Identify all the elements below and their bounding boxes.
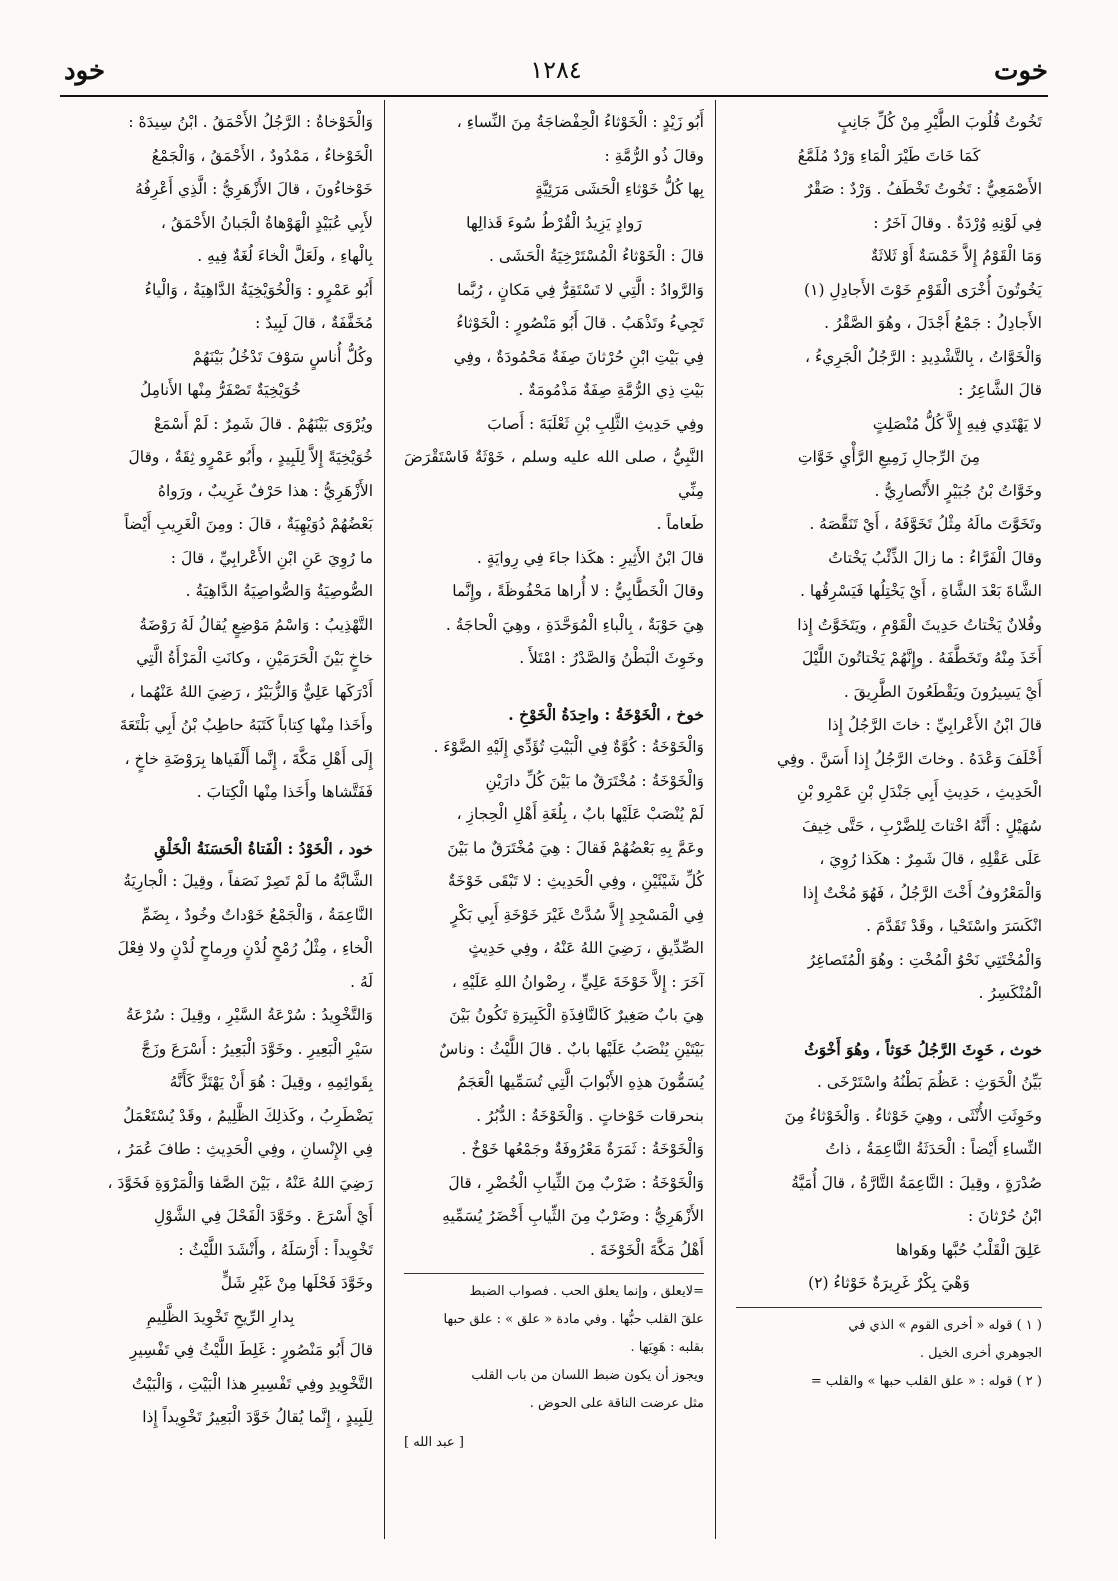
text-line: وخَوِثَ الْبَطْنُ وَالصَّدْرُ : امْتَلأَ . [519,649,704,667]
text-line: رَضِيَ اللهُ عَنْهُ ، بَيْنَ الصَّفا وَالْمَرْوَةِ فَخَوَّدَ ، [107,1173,373,1192]
text-line: وَالتَّخْوِيدُ : سُرْعَةُ السَّيْرِ ، وقِيلَ : سُرْعَةُ [125,1006,373,1024]
text-line: بنحرقات خَوْخاتٍ . وَالْخَوْخَةُ : الدُّبُرُ . [476,1106,704,1125]
text-line: خود ، الْخَوْدُ : الْفَتاةُ الْحَسَنَةُ الْخَلْقِ [154,838,373,858]
editor-signature: [ عبد الله ] [404,1435,464,1450]
text-line: وَمَا الْقَوْمُ إِلاَّ خَمْسَةٌ أَوْ ثَلاثَةٌ [870,247,1042,265]
page-number: ١٢٨٤ [530,56,582,84]
text-line: وخَوَّاتُ بْنُ جُبَيْرٍ الأَنْصارِيُّ . [874,481,1042,500]
entry-khwd [68,832,373,1435]
text-line: إِلَى أَهْلِ مَكَّةَ ، إِنَّما أَلْفَياها بِرَوْضَةِ خاخٍ ، [124,749,373,768]
text-line: تَخُوتُ قُلُوبَ الطَّيْرِ مِنْ كُلِّ جَانِبٍ [837,113,1042,131]
text-line: الْخاءِ ، مِثْلُ رُمْحٍ لُدْنٍ ورِماحٍ لُدْنٍ ولا فِعْلَ [117,939,373,957]
text-line: النَّاعِمَةُ ، وَالْجَمْعُ خَوْداتٌ وخُودٌ ، بِضَمِّ [141,905,373,924]
text-line: لأَبِي عُبَيْدٍ الْهَوْهاةُ الْجَبانُ الأَحْمَقُ ، [160,213,373,232]
text-line: آخَرَ : إِلاَّ خَوْخَةَ عَلِيٍّ ، رِضْوانُ اللهِ عَلَيْهِ ، [451,972,704,991]
text-line: الْحَدِيثِ ، حَدِيثِ أَبِي جَنْدَلِ بْنِ عَمْرِو بْنِ [796,783,1042,801]
text-line: وعَمَّ بِهِ بَعْضُهُمْ فَقالَ : هِيَ مُخْتَرَقٌ ما بَيْنَ [447,838,704,857]
text-line: خاخٍ بَيْنَ الْحَرَمَيْنِ ، وكانَتِ الْمَرْأَةُ الَّتِي [136,649,373,667]
text-line: سَيْرِ الْبَعِيرِ . وخَوَّدَ الْبَعِيرُ : أَسْرَعَ وزَجَّ [141,1039,373,1058]
text-line: قالَ : الْخَوْثاءُ الْمُسْتَرْخِيَةُ الْحَشَى . [489,247,704,265]
text-line: الصِّدِّيقِ ، رَضِيَ اللهُ عَنْهُ ، وفِي حَدِيثٍ [468,939,704,957]
text-line: قالَ ابْنُ الأَعْرابِيِّ : خاتَ الرَّجُلُ إِذا [827,716,1042,734]
text-line: أَدْرَكَها عَلِيٌّ وَالزُّبَيْرُ ، رَضِيَ اللهُ عَنْهُما ، [129,682,373,701]
text-line: كَمَا خَاتَ طَيْرَ الْمَاءِ وَرْدٌ مُلَمَّعُ [797,146,981,165]
text-line: تَجِيءُ وتَذْهَبُ . قالَ أَبُو مَنْصُورٍ : الْخَوْثاءُ [456,314,704,332]
text-line: رَوادٍ يَزِيدُ الْقُرْطُ سُوءَ قَذالِها [466,213,642,232]
footnotes-continued [404,1273,704,1418]
text-line: أَهْلُ مَكَّةَ الْخَوْخَةَ . [589,1240,704,1259]
text-line: صُدْرَةٍ ، وقِيلَ : النَّاعِمَةُ التَّارَّةُ ، قالَ أُمَيَّةُ [791,1173,1042,1192]
column-middle [404,106,704,1460]
text-line: ما رُوِيَ عَنِ ابْنِ الأَعْرابِيِّ ، قالَ : [170,548,373,567]
text-line: وَالْخَوْخَةُ : مُخْتَرَقٌ ما بَيْنَ كُلِّ دارَيْنِ [485,771,704,790]
text-line: الْمُنْكَسِرُ . [978,984,1042,1002]
text-line: خوخ ، الْخَوْخَةُ : واحِدَةُ الْخَوْخِ . [508,704,704,724]
text-line: تَخْوِيداً : أَرْسَلَهُ ، وأَنْشَدَ اللَّيْثُ : [178,1240,373,1259]
text-line: عَلِقَ الْقَلْبُ حُبَّها وهَواها [895,1240,1042,1259]
text-line: أَيْ أَسْرَعَ . وخَوَّدَ الْفَحْلَ فِي الشَّوْلِ [153,1207,373,1225]
text-line: بَعْضُهُمْ دُوَيْهِيَةٌ ، قالَ : ومِنَ الْغَرِيبِ أَيْضاً [124,515,373,533]
text-line: أَخْلَفَ وَعْدَهُ . وخاتَ الرَّجُلُ إِذا أَسَنَّ . وفِي [776,749,1042,768]
text-line: بِدارِ الرِّيحِ تَخْوِيدَ الظَّلِيمِ [146,1307,295,1326]
footnote-line: ( ٢ ) قوله : « علق القلب حبها » والقلب = [810,1373,1042,1389]
text-line: بِها كُلُّ خَوْثاءِ الْحَشَى مَرَئِيَّةٍ [535,180,704,198]
text-line: خوث ، خَوِثَ الرَّجُلُ خَوَثاً ، وهُوَ أَخْوَثُ [804,1039,1042,1059]
text-line: لَهُ . [350,972,373,991]
text-line: وفُلانٌ يَخْتاتُ حَدِيثَ الْقَوْمِ ، ويَتَخَوَّتُ إِذا [797,615,1042,634]
text-line: وخَوَّدَ فَحْلَها مِنْ غَيْرِ شَلٍّ [220,1274,373,1292]
text-line: وقالَ ذُو الرُّمَّةِ : [604,146,704,165]
text-line: يُسَمُّونَ هذِهِ الأَبْوابَ الَّتِي تُسَمِّيها الْعَجَمُ [456,1073,704,1091]
footnote-line: بقلبه : هَوِيَها . [630,1340,704,1355]
text-line: كُلِّ شَيْئَيْنِ ، وفِي الْحَدِيثِ : لا تَبْقَى خَوْخَةٌ [447,872,704,890]
text-line: وَهْيَ بِكْرٌ غَرِيرَةٌ خَوْثاءُ (٢) [808,1274,970,1292]
column-left-text [68,106,373,810]
text-line: وفِي حَدِيثِ الثَّلِبِ بْنِ ثَعْلَبَةَ : أَصابَ [487,414,704,433]
text-line: بَيِّنُ الْخَوَثِ : عَظُمَ بَطْنُهُ واسْتَرْخَى . [817,1073,1042,1091]
column-right [736,106,1042,1396]
text-line: قالَ ابْنُ الأَثِيرِ : هكَذا جاءَ فِي رِوايَةٍ . [476,548,704,567]
text-line: وَالْخَوْخاةُ : الرَّجُلُ الأَحْمَقُ . ابْنُ سِيدَهْ : [128,113,373,131]
text-line: الْخَوْخاءُ ، مَمْدُودٌ ، الأَحْمَقُ ، وَالْجَمْعُ [151,146,373,165]
text-line: فِي الْمَسْجِدِ إِلاَّ سُدَّتْ غَيْرَ خَوْخَةِ أَبِي بَكْرٍ [450,905,704,924]
text-line: فِي الإِنْسانِ ، وفِي الْحَدِيثِ : طافَ عُمَرُ ، [116,1140,373,1158]
text-line: وكُلُّ أُناسٍ سَوْفَ تَدْخُلُ بَيْنَهُمْ [192,347,373,366]
text-line: أَيْ يَسِيرُونَ ويَقْطَعُونَ الطَّرِيقَ . [843,682,1042,701]
text-line: الأَصْمَعِيُّ : تَخُوتُ تَخْطَفُ . وَرْدٌ : صَقْرٌ [805,180,1042,198]
header-rule [60,95,1048,97]
text-line: وَالْخَوْخَةُ : ثَمَرَةٌ مَعْرُوفَةٌ وجَمْعُها خَوْخٌ . [461,1140,704,1158]
text-line: أَبُو عَمْرٍو : وَالْخُوَيْخِيَةُ الدَّاهِيَةُ ، وَالْياءُ [144,280,373,299]
column-divider [715,100,716,1539]
text-line: الأَزْهَرِيُّ : هذا حَرْفٌ غَرِيبٌ ، ورَواهُ [157,481,373,500]
text-line: هِيَ حَوْبَةٌ ، بِالْباءِ الْمُوَحَّدَةِ ، وهِيَ الْحاجَةُ . [445,615,704,634]
text-line: وخَوِثَتِ الأُنْثَى ، وهِيَ خَوْثاءُ . وَالْخَوْثاءُ مِنَ [784,1106,1042,1125]
text-line: التَّهْذِيبُ : وَاسْمُ مَوْضِعٍ يُقالُ لَهُ رَوْضَةُ [139,615,373,634]
text-line: لا يَهْتَدِي فِيهِ إِلاَّ كُلُّ مُنْصَلِتٍ [872,414,1042,433]
footnote-line: علقَ القلب حبُّها . وفي مادة « علق » : علق حبها [443,1312,704,1327]
footnote-line: الجوهري أخرى الخيل . [919,1345,1042,1361]
text-line: وَالرَّوادُ : الَّتِي لا تَسْتَقِرُّ فِي مَكانٍ ، رُبَّما [457,280,704,299]
text-line: وَالْمُخْتَتِي نَحْوُ الْمُخْتِ : وهُوَ الْمُتَصاغِرُ [807,950,1042,969]
text-line: سُهَيْلٍ : أَنَّهُ اخْتاتَ لِلضَّرْبِ ، حَتَّى خِيفَ [802,816,1042,835]
text-line: وَالْمَعْرُوفُ أَخْتَ الرَّجُلُ ، فَهُوَ مُخْتٌ إِذا [802,883,1042,902]
text-line: فَفَتَّشاها وأَخَذا مِنْها الْكِتابَ . [196,783,373,801]
column-divider [384,100,385,1539]
footnote-line: ( ١ ) قوله « أخرى القوم » الذي في [848,1317,1042,1333]
text-line: بَيْتِ ذِي الرُّمَّةِ صِفَةٌ مَذْمُومَةٌ . [518,381,704,399]
text-line: وَالْخَوْخَةُ : ضَرْبٌ مِنَ الثِّيابِ الْخُضْرِ ، قالَ [448,1173,704,1192]
text-line: وأَخَذا مِنْها كِتاباً كَتَبَهُ حاطِبُ بْنُ أَبِي بَلْتَعَةَ [119,716,373,734]
entry-khwkh [404,698,704,1268]
footnote-line: مثل عرضت الناقة على الحوض . [529,1396,704,1411]
text-line: التَّخْوِيدِ وفِي تَفْسِيرِ هذا الْبَيْتِ ، وَالْبَيْتُ [131,1374,373,1393]
page-header [64,56,1048,94]
text-line: مُخَفَّفَةٌ ، قالَ لَبِيدٌ : [255,314,373,332]
text-line: وتَخَوَّتَ مالَهُ مِثْلُ تَخَوَّفَهُ ، أَيْ تَنَقَّصَهُ . [809,515,1042,533]
text-line: فِي لَوْنِهِ وُرْدَةٌ . وقالَ آخَرُ : [873,213,1042,232]
text-line: خُوَيْخِيَةً إِلاَّ لِلَبِيدٍ ، وأَبُو عَمْرٍو ثِقَةٌ ، وقالَ [128,448,373,466]
text-line: أَبُو زَيْدٍ : الْخَوْثاءُ الْحِفْضاجَةُ مِنَ النِّساءِ ، [456,113,704,131]
text-line: مِنَ الرِّجالِ زَمِيعِ الرَّأْيِ خَوَّاتِ [797,448,981,466]
footnote-line: ويجوز أن يكون ضبط اللسان من باب القلب [471,1368,704,1383]
text-line: وَالْخَوَّاتُ ، بِالتَّشْدِيدِ : الرَّجُلُ الْجَرِيءُ ، [805,347,1042,366]
text-line: فِي بَيْتِ ابْنِ حُرْثانَ صِفَةٌ مَحْمُودَةٌ ، وفِي [453,347,704,366]
column-middle-text [404,106,704,676]
text-line: الشَّابَّةُ ما لَمْ تَصِرْ نَصَفاً ، وقِيلَ : الْجارِيَةُ [123,872,373,890]
text-line: وقالَ الْخَطَّابِيُّ : لا أُراها مَحْفُوظَةً ، وإِنَّما [452,582,704,600]
text-line: قالَ الشَّاعِرُ : [958,381,1042,399]
text-line: أَخَذَ مِنْهُ وتَخَطَّفَهُ . وإِنَّهُمْ يَخْتاتُونَ اللَّيْلَ [801,649,1042,667]
text-line: الصُّوصِيَةُ وَالصُّواصِيَةُ الدَّاهِيَةُ . [185,582,373,600]
text-line: يَضْطَرِبُ ، وكَذلِكَ الظَّلِيمُ ، وقَدْ يُسْتَعْمَلُ [123,1106,373,1125]
text-line: الأَزْهَرِيُّ : وضَرْبٌ مِنَ الثِّيابِ أَخْضَرُ يُسَمِّيهِ [442,1207,704,1225]
text-line: يَخُوتُونَ أُخْرَى الْقَوْمِ خَوْتَ الأَجادِلِ (١) [804,280,1042,299]
text-line: بِالْهاءِ ، ولَعَلَّ الْخاءَ لُغَةٌ فِيهِ . [197,247,373,265]
text-line: خَوْخاءُونَ ، قالَ الأَزْهَرِيُّ : الَّذِي أَعْرِفُهُ [135,180,373,198]
text-line: الأَجادِلُ : جَمْعُ أَجْدَلَ ، وهُوَ الصَّقْرُ . [824,314,1042,332]
entry-khwth [736,1033,1042,1301]
text-line: النَّبِيُّ ، صلى الله عليه وسلم ، خَوْثَةٌ فَاسْتَقْرَضَ مِنِّي [404,448,704,500]
text-line: النِّساءِ أَيْضاً : الْحَدَثَةُ النَّاعِمَةُ ، ذاتُ [825,1140,1042,1158]
text-line: بِقَوائِمِهِ ، وقِيلَ : هُوَ أَنْ يَهْتَزَّ كَأَنَّهُ [169,1073,373,1091]
header-root-word-right: خوت [994,56,1048,86]
text-line: لَمْ يُنْصَبْ عَلَيْها بابٌ ، بِلُغَةِ أَهْلِ الْحِجازِ ، [456,805,704,823]
text-line: قالَ أَبُو مَنْصُورٍ : غَلِطَ اللَّيْثُ فِي تَفْسِيرِ [129,1341,373,1359]
text-line: الشَّاةَ بَعْدَ الشَّاةِ ، أَيْ يَخْتِلُها فَيَسْرِقُها . [800,582,1042,600]
column-left [68,106,373,1435]
text-line: انْكَسَرَ واسْتَحْيا ، وقَدْ تَقَدَّمَ . [866,917,1042,935]
text-line: ويُرْوَى بَيْنَهُمْ . قالَ شَمِرٌ : لَمْ أَسْمَعْ [153,414,373,433]
column-right-text [736,106,1042,1011]
footnote-line: =لايعلق ، وإنما يعلق الحب . فصواب الضبط [469,1284,704,1299]
footnotes [736,1307,1042,1396]
text-line: عَلَى عَقْلِهِ ، قالَ شَمِرٌ : هكَذا رُوِيَ ، [819,850,1042,868]
text-line: وَالْخَوْخَةُ : كُوَّةٌ فِي الْبَيْتِ تُؤَدِّي إِلَيْهِ الضَّوْءَ . [433,738,704,756]
text-line: ابْنُ حُرْثانَ : [967,1207,1042,1225]
text-line: لِلَبِيدٍ ، إِنَّما يُقالُ خَوَّدَ الْبَعِيرُ تَخْوِيداً إِذا [142,1408,373,1426]
text-line: بَيْتَيْنِ يُنْصَبُ عَلَيْها بابٌ . قالَ اللَّيْثُ : وناسٌ [439,1039,704,1058]
text-line: هِيَ بابٌ صَغِيرٌ كَالنَّافِذَةِ الْكَبِيرَةِ تَكُونُ بَيْنَ [449,1006,704,1024]
header-root-word-left: خود [64,56,106,86]
text-line: وقالَ الْفَرَّاءُ : ما زالَ الذِّئْبُ يَخْتاتُ [828,548,1042,567]
text-line: خُوَيْخِيَةٌ تَصْفَرُّ مِنْها الأَنامِلُ [140,381,301,399]
text-line: طَعاماً . [656,515,704,533]
